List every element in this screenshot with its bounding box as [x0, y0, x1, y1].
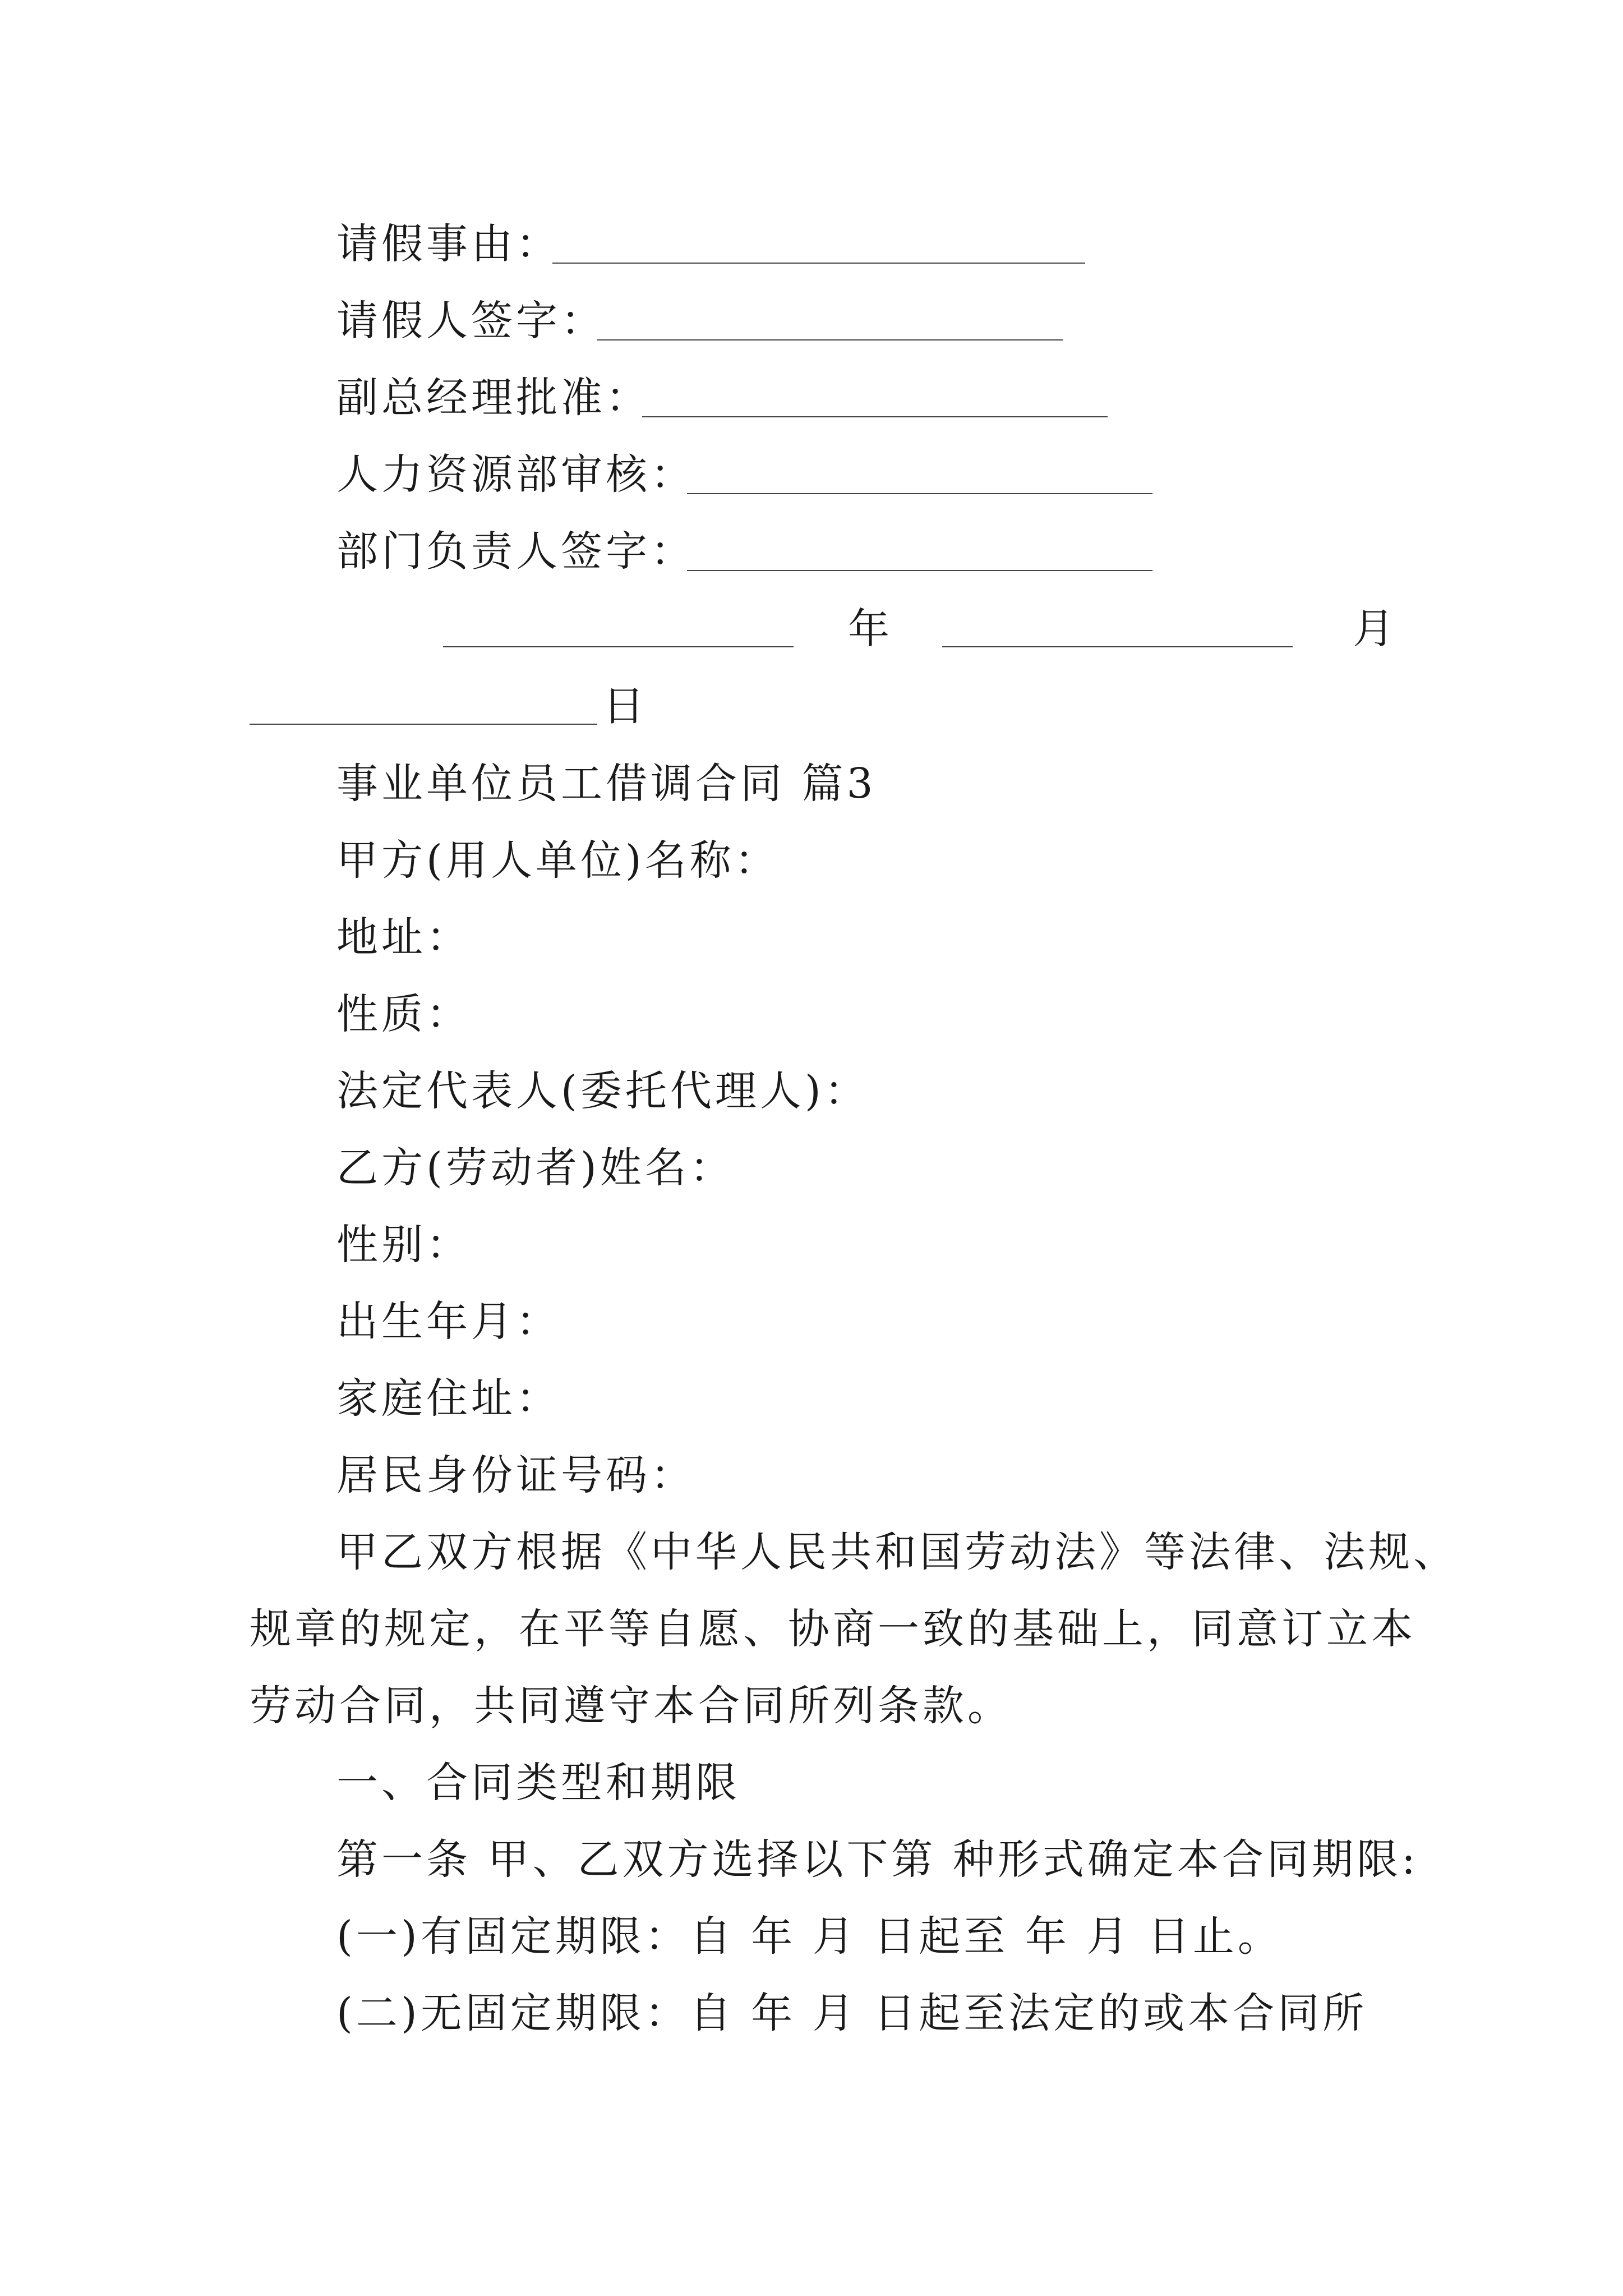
birth-label: 出生年月： [336, 1297, 561, 1346]
applicant-signature-label: 请假人签字： [336, 297, 606, 345]
year-blank [443, 646, 794, 647]
id-number-label: 居民身份证号码： [336, 1451, 695, 1499]
month-label: 月 [1353, 605, 1394, 653]
hr-review-blank [687, 493, 1152, 494]
option-2: (二)无固定期限：自 年 月 日起至法定的或本合同所 [336, 1989, 1368, 2037]
legal-rep-label: 法定代表人(委托代理人)： [336, 1067, 869, 1115]
option-1: (一)有固定期限：自 年 月 日起至 年 月 日止。 [336, 1912, 1283, 1961]
party-b-name-label: 乙方(劳动者)姓名： [336, 1144, 735, 1192]
contract-heading: 事业单位员工借调合同 篇3 [336, 760, 877, 808]
day-blank [250, 724, 597, 725]
reason-label: 请假事由： [336, 220, 561, 268]
dept-head-signature-label: 部门负责人签字： [336, 527, 695, 576]
applicant-signature-blank [597, 339, 1063, 341]
month-blank [942, 646, 1293, 647]
preamble-line-3: 劳动合同，共同遵守本合同所列条款。 [250, 1682, 1012, 1730]
preamble-line-1: 甲乙双方根据《中华人民共和国劳动法》等法律、法规、 [336, 1528, 1458, 1576]
reason-blank [552, 263, 1085, 264]
party-a-name-label: 甲方(用人单位)名称： [336, 836, 780, 885]
hr-review-label: 人力资源部审核： [336, 450, 695, 499]
year-label: 年 [848, 605, 889, 653]
deputy-gm-approval-blank [642, 416, 1108, 417]
gender-label: 性别： [336, 1221, 471, 1269]
day-label: 日 [603, 682, 644, 730]
nature-label: 性质： [336, 990, 471, 1038]
address-label: 地址： [336, 913, 471, 961]
deputy-gm-approval-label: 副总经理批准： [336, 374, 651, 422]
home-address-label: 家庭住址： [336, 1374, 561, 1423]
dept-head-signature-blank [687, 570, 1152, 571]
article-1: 第一条 甲、乙双方选择以下第 种形式确定本合同期限: [336, 1835, 1419, 1884]
preamble-line-2: 规章的规定，在平等自愿、协商一致的基础上，同意订立本 [250, 1605, 1416, 1653]
section-1-title: 一、合同类型和期限 [336, 1759, 740, 1807]
